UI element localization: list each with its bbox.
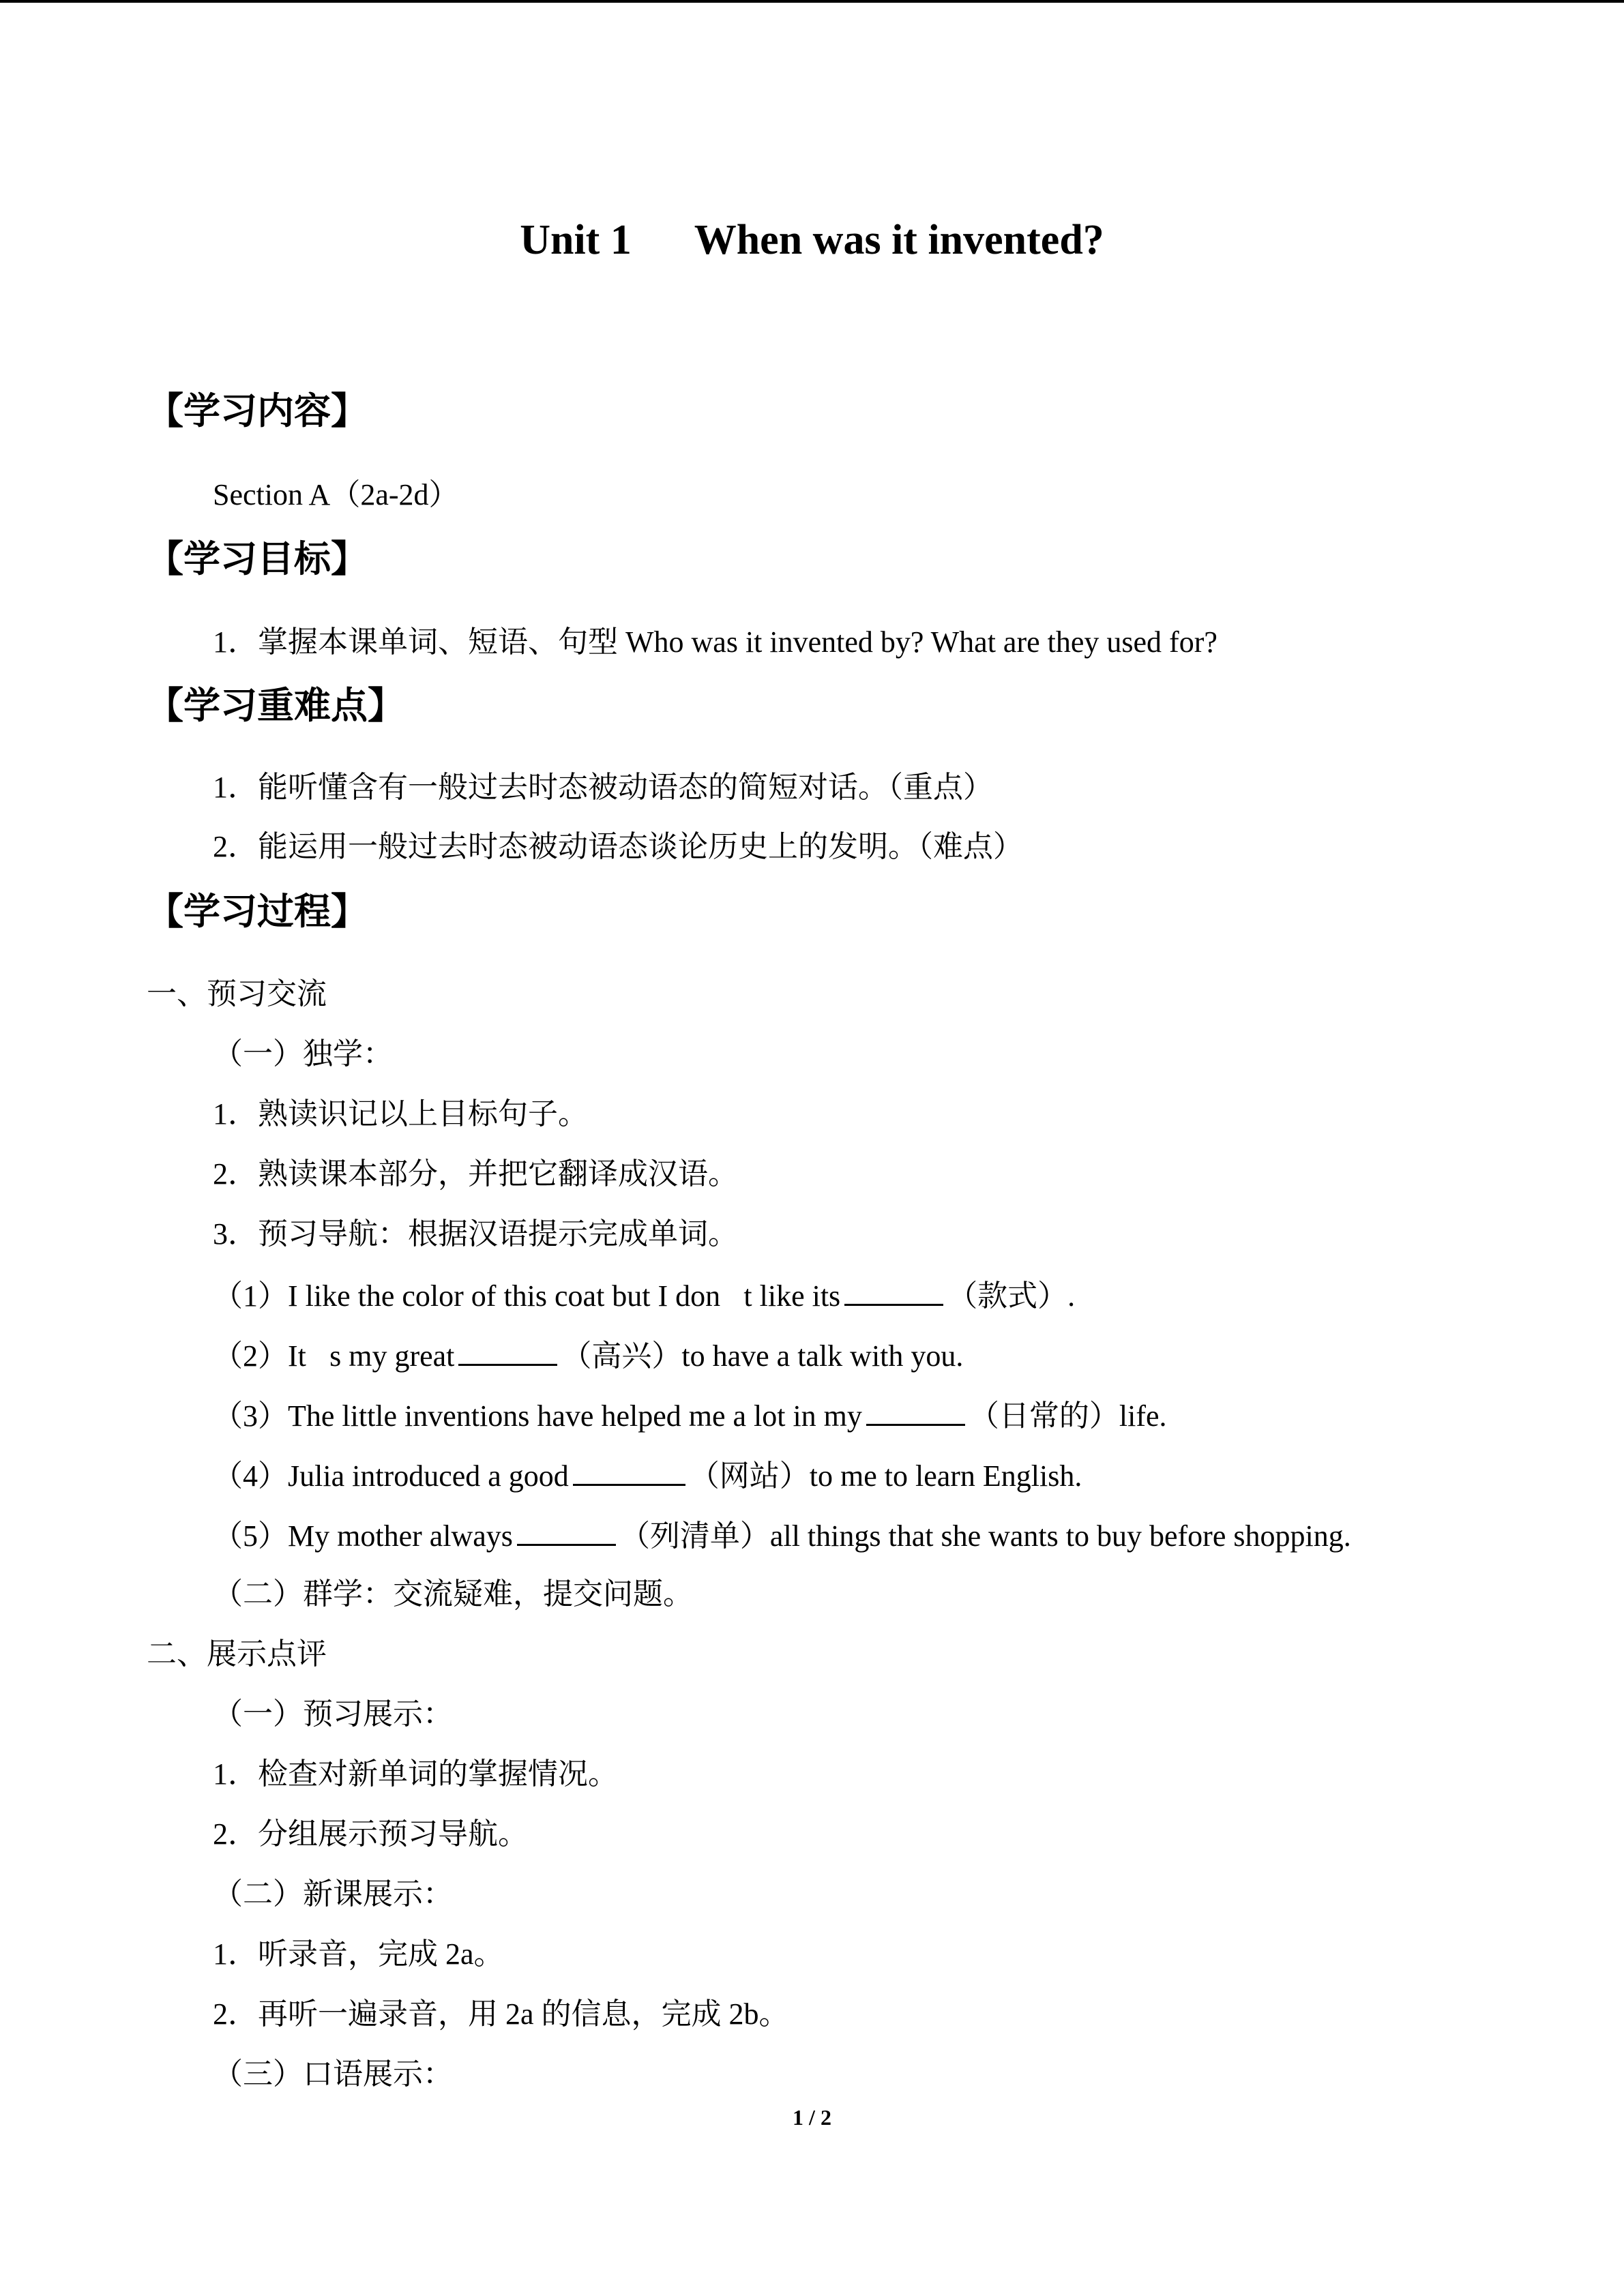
content-section-line: Section A（2a-2d） — [213, 478, 459, 511]
page-number: 1 / 2 — [793, 2105, 831, 2130]
part2-sub2: （二）新课展示： — [213, 1877, 453, 1911]
exercise-q4 — [213, 1454, 1082, 1497]
page-title: Unit 1 When was it invented? — [520, 217, 1104, 263]
part1-item3: 3．预习导航：根据汉语提示完成单词。 — [213, 1217, 738, 1251]
q2-text: （2）It s my great — [213, 1339, 455, 1373]
q3-blank — [866, 1394, 965, 1426]
q5-hint: （列清单）all things that she wants to buy before shopping. — [619, 1519, 1351, 1553]
heading-key-points: 【学习重难点】 — [147, 684, 404, 727]
heading-learning-goals: 【学习目标】 — [147, 537, 368, 580]
goal-item-1: 1．掌握本课单词、短语、句型 Who was it invented by? What are they used for? — [213, 625, 1217, 659]
q1-blank — [844, 1274, 943, 1306]
part2-item1: 1．检查对新单词的掌握情况。 — [213, 1757, 618, 1791]
part1-title: 一、预习交流 — [147, 977, 327, 1011]
exercise-q1 — [213, 1274, 1075, 1317]
key-point-1: 1．能听懂含有一般过去时态被动语态的简短对话。（重点） — [213, 771, 993, 804]
q5-blank — [517, 1514, 616, 1546]
heading-learning-process: 【学习过程】 — [147, 890, 368, 933]
part2-sub3: （三）口语展示： — [213, 2057, 453, 2091]
q4-hint: （网站）to me to learn English. — [689, 1459, 1082, 1493]
exercise-q2 — [213, 1334, 963, 1377]
part1-sub1: （一）独学： — [213, 1037, 393, 1071]
exercise-q5 — [213, 1514, 1351, 1557]
q4-blank — [573, 1454, 685, 1486]
q5-text: （5）My mother always — [213, 1519, 513, 1553]
q4-text: （4）Julia introduced a good — [213, 1459, 569, 1493]
top-border — [0, 0, 1624, 3]
q2-hint: （高兴）to have a talk with you. — [561, 1339, 964, 1373]
exercise-q3 — [213, 1394, 1167, 1437]
part2-sub1: （一）预习展示： — [213, 1697, 453, 1731]
q1-text: （1）I like the color of this coat but I don t like its — [213, 1279, 841, 1313]
part1-sub2: （二）群学：交流疑难，提交问题。 — [213, 1577, 693, 1611]
q2-blank — [458, 1334, 557, 1366]
part2-item3: 1．听录音，完成 2a。 — [213, 1937, 504, 1971]
q3-text: （3）The little inventions have helped me a lot in my — [213, 1399, 862, 1433]
part2-item2: 2．分组展示预习导航。 — [213, 1817, 528, 1851]
part2-item4: 2．再听一遍录音，用 2a 的信息，完成 2b。 — [213, 1997, 789, 2031]
part1-item1: 1．熟读识记以上目标句子。 — [213, 1097, 588, 1131]
part2-title: 二、展示点评 — [147, 1637, 327, 1671]
part1-item2: 2．熟读课本部分，并把它翻译成汉语。 — [213, 1157, 738, 1191]
key-point-2: 2．能运用一般过去时态被动语态谈论历史上的发明。（难点） — [213, 830, 1023, 863]
q1-hint: （款式）. — [947, 1279, 1076, 1313]
heading-learning-content: 【学习内容】 — [147, 389, 368, 432]
q3-hint: （日常的）life. — [969, 1399, 1167, 1433]
